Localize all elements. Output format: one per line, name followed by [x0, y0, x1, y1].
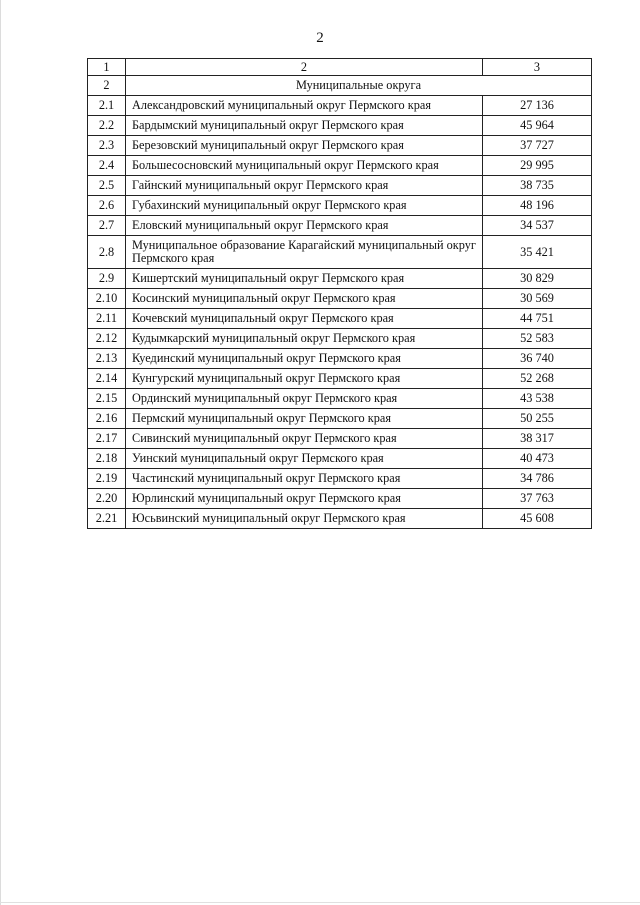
row-name: Юсьвинский муниципальный округ Пермского края: [126, 509, 483, 529]
table-row: [88, 196, 592, 216]
row-value: 35 421: [483, 236, 592, 269]
row-value: 38 735: [483, 176, 592, 196]
row-number: 2.11: [88, 309, 126, 329]
row-value: 44 751: [483, 309, 592, 329]
row-number: 2.16: [88, 409, 126, 429]
table-row: [88, 489, 592, 509]
header-col-3: 3: [483, 59, 592, 76]
row-value: 30 569: [483, 289, 592, 309]
row-number: 2.5: [88, 176, 126, 196]
row-name: Александровский муниципальный округ Пермского края: [126, 96, 483, 116]
page-number: 2: [316, 30, 324, 46]
row-value: 45 608: [483, 509, 592, 529]
row-value: 50 255: [483, 409, 592, 429]
table-row: [88, 349, 592, 369]
table-row: [88, 449, 592, 469]
row-value: 27 136: [483, 96, 592, 116]
row-name: Губахинский муниципальный округ Пермского края: [126, 196, 483, 216]
row-name: Кудымкарский муниципальный округ Пермского края: [126, 329, 483, 349]
header-col-1: 1: [88, 59, 126, 76]
row-value: 40 473: [483, 449, 592, 469]
row-number: 2.6: [88, 196, 126, 216]
row-name: Муниципальное образование Карагайский муниципальный округ Пермского края: [126, 236, 483, 269]
row-number: 2.20: [88, 489, 126, 509]
row-name: Гайнский муниципальный округ Пермского края: [126, 176, 483, 196]
table-header-row: [88, 59, 592, 76]
row-number: 2.9: [88, 269, 126, 289]
section-row: [88, 76, 592, 96]
row-number: 2.15: [88, 389, 126, 409]
row-value: 37 763: [483, 489, 592, 509]
row-number: 2.1: [88, 96, 126, 116]
table-row: [88, 409, 592, 429]
table-row: [88, 236, 592, 269]
row-value: 38 317: [483, 429, 592, 449]
row-value: 52 268: [483, 369, 592, 389]
table-body: [88, 59, 592, 529]
row-number: 2.2: [88, 116, 126, 136]
row-name: Бардымский муниципальный округ Пермского края: [126, 116, 483, 136]
row-number: 2.10: [88, 289, 126, 309]
row-name: Куединский муниципальный округ Пермского края: [126, 349, 483, 369]
row-number: 2.7: [88, 216, 126, 236]
row-name: Сивинский муниципальный округ Пермского края: [126, 429, 483, 449]
row-name: Ординский муниципальный округ Пермского края: [126, 389, 483, 409]
table-row: [88, 429, 592, 449]
table-row: [88, 136, 592, 156]
row-name: Уинский муниципальный округ Пермского края: [126, 449, 483, 469]
row-number: 2.13: [88, 349, 126, 369]
table-row: [88, 469, 592, 489]
table-row: [88, 329, 592, 349]
table-row: [88, 389, 592, 409]
row-value: 48 196: [483, 196, 592, 216]
row-number: 2.14: [88, 369, 126, 389]
row-name: Березовский муниципальный округ Пермского края: [126, 136, 483, 156]
row-name: Косинский муниципальный округ Пермского края: [126, 289, 483, 309]
table-row: [88, 156, 592, 176]
row-name: Кочевский муниципальный округ Пермского края: [126, 309, 483, 329]
scan-bottom-line: [0, 902, 640, 903]
row-name: Кишертский муниципальный округ Пермского края: [126, 269, 483, 289]
row-name: Большесосновский муниципальный округ Пермского края: [126, 156, 483, 176]
table-row: [88, 369, 592, 389]
row-name: Частинский муниципальный округ Пермского края: [126, 469, 483, 489]
table-row: [88, 176, 592, 196]
row-name: Кунгурский муниципальный округ Пермского края: [126, 369, 483, 389]
section-number: 2: [88, 76, 126, 96]
row-name: Юрлинский муниципальный округ Пермского края: [126, 489, 483, 509]
row-number: 2.4: [88, 156, 126, 176]
row-value: 45 964: [483, 116, 592, 136]
row-name: Еловский муниципальный округ Пермского края: [126, 216, 483, 236]
table-row: [88, 116, 592, 136]
table-row: [88, 289, 592, 309]
row-value: 34 786: [483, 469, 592, 489]
row-value: 52 583: [483, 329, 592, 349]
row-number: 2.12: [88, 329, 126, 349]
row-number: 2.8: [88, 236, 126, 269]
row-value: 36 740: [483, 349, 592, 369]
table-row: [88, 216, 592, 236]
table-row: [88, 96, 592, 116]
section-title: Муниципальные округа: [126, 76, 592, 96]
row-value: 29 995: [483, 156, 592, 176]
header-col-2: 2: [126, 59, 483, 76]
row-number: 2.18: [88, 449, 126, 469]
row-value: 34 537: [483, 216, 592, 236]
table-row: [88, 509, 592, 529]
table-row: [88, 309, 592, 329]
row-value: 37 727: [483, 136, 592, 156]
row-name: Пермский муниципальный округ Пермского края: [126, 409, 483, 429]
row-value: 43 538: [483, 389, 592, 409]
row-number: 2.19: [88, 469, 126, 489]
row-number: 2.17: [88, 429, 126, 449]
row-number: 2.21: [88, 509, 126, 529]
municipal-districts-table: [87, 58, 592, 529]
row-value: 30 829: [483, 269, 592, 289]
scan-edge-line: [0, 0, 1, 905]
row-number: 2.3: [88, 136, 126, 156]
table-row: [88, 269, 592, 289]
